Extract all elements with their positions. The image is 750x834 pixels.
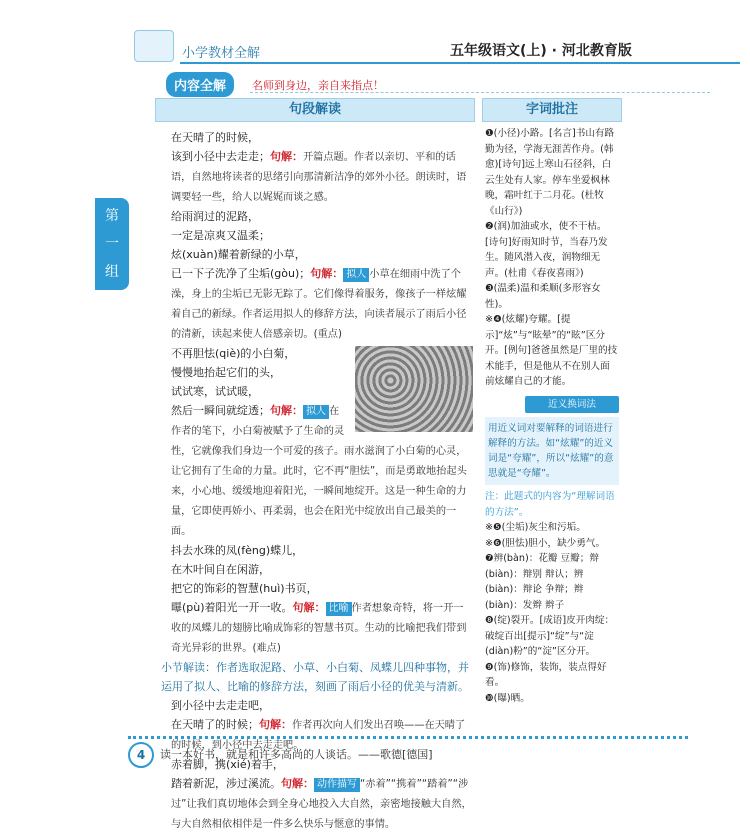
poem-line xyxy=(161,598,473,658)
poem-line xyxy=(161,264,473,344)
series-title: 小学教材全解 xyxy=(182,46,261,61)
footer-quote: 读一本好书，就是和许多高尚的人谈话。——歌德[德国] xyxy=(160,748,433,761)
vocab-notes xyxy=(482,122,622,706)
rhetoric-tag: 拟人 xyxy=(343,268,369,282)
vocab-note: ❽(绽)裂开。[成语]皮开肉绽：破绽百出[提示]“绽”与“淀(diàn)粉”的“淀”区分开。 xyxy=(485,615,615,657)
vocab-note: ❷(润)加油或水，使不干枯。[诗句]好雨知时节，当春乃发生。随风潜入夜，润物细无声。(杜甫《春夜喜雨》) xyxy=(485,221,608,279)
annotation-text: “赤着”“携着”“踏着”“涉过”让我们真切地体会到全身心地投入大自然，亲密地接触大自然，与大自然相依相伴是一件多么快乐与惬意的事情。 xyxy=(171,779,472,830)
unit-tab-char: 第 xyxy=(105,208,119,224)
vocab-note: ※❻(胆怯)胆小，缺少勇气。 xyxy=(485,537,606,549)
poem-verse-text: 抖去水珠的凤(fèng)蝶儿， xyxy=(171,544,304,557)
poem-line xyxy=(161,696,473,715)
section-tagline: 名师到身边，亲自来指点！ xyxy=(252,79,384,92)
poem-verse-text: 在天晴了的时候； xyxy=(171,718,259,731)
page-footer xyxy=(128,736,728,768)
poem-line xyxy=(161,207,473,226)
vocab-note: ❿(曝)晒。 xyxy=(485,692,530,704)
section-badge: 内容全解 xyxy=(166,72,234,97)
annotation-label: 句解： xyxy=(259,718,292,731)
footer-rule xyxy=(128,736,688,739)
poem-line xyxy=(161,541,473,560)
vocab-column xyxy=(482,98,622,738)
rhetoric-tag: 动作描写 xyxy=(314,778,360,792)
book-logo-icon xyxy=(134,30,174,62)
vocab-note: ※❺(尘垢)灰尘和污垢。 xyxy=(485,522,586,533)
poem-verse-text: 一定是凉爽又温柔； xyxy=(171,229,270,242)
annotation-text: 小草在细雨中洗了个澡，身上的尘垢已无影无踪了。它们像得着服务，像孩子一样炫耀着自己的新绿。作者运用拟人的修辞方法，向读者展示了雨后小径的清新，读起来使人倍感亲切。(重点) xyxy=(171,269,467,340)
annotation-text: 开篇点题。作者以亲切、平和的话语，自然地将读者的思绪引向那清新洁净的郊外小径。朗读时，语调要轻一些，给人以娓娓而谈之感。 xyxy=(171,152,467,203)
poem-verse-text: 不再胆怯(qiè)的小白菊， xyxy=(171,347,296,360)
annotation-label: 句解： xyxy=(292,601,326,614)
poem-verse-text: 然后一瞬间就绽透； xyxy=(171,404,270,417)
method-title: 近义换词法 xyxy=(525,396,619,414)
vocab-column-title: 字词批注 xyxy=(482,98,622,122)
section-summary: 小节解读：作者选取泥路、小草、小白菊、凤蝶儿四种事物，并运用了拟人、比喻的修辞方法，刻画了雨后小径的优美与清新。 xyxy=(161,661,469,693)
annotation-label: 句解： xyxy=(310,267,344,280)
poem-line xyxy=(161,579,473,598)
poem-verse-text: 到小径中去走走吧， xyxy=(171,699,270,712)
poem-body xyxy=(155,122,475,834)
rhetoric-tag: 拟人 xyxy=(303,405,329,419)
poem-verse-text: 曝(pù)着阳光一开一收。 xyxy=(171,601,293,614)
annotation-text: 作者再次向人们发出召唤——在天晴了的时候，到小径中去走走吧。 xyxy=(171,720,466,751)
poem-verse-text: 在木叶间自在闲游， xyxy=(171,563,270,576)
poem-verse-text: 赤着脚，携(xié)着手， xyxy=(171,758,284,771)
vocab-note: ❶(小径)小路。[名言]书山有路勤为径，学海无涯苦作舟。(韩愈)[诗句]远上寒山石径斜，白云生处有人家。停车坐爱枫林晚，霜叶红于二月花。(杜牧《山行》) xyxy=(485,128,615,217)
section-divider xyxy=(250,92,710,93)
poem-line xyxy=(161,774,473,834)
section-header xyxy=(150,70,710,96)
vocab-note: ※❹(炫耀)夸耀。[提示]“炫”与“眩晕”的“眩”区分开。[例句]爸爸虽然是厂里的技术能手，但是他从不在别人面前炫耀自己的才能。 xyxy=(485,314,618,387)
poem-verse-text: 慢慢地抬起它们的头， xyxy=(171,366,281,379)
poem-line xyxy=(161,147,473,207)
unit-tab-char: 组 xyxy=(105,264,119,280)
poem-line xyxy=(161,245,473,264)
page-number: 4 xyxy=(128,742,154,768)
unit-tab-char: 一 xyxy=(105,236,119,252)
annotation-text: 在作者的笔下，小白菊被赋予了生命的灵性，它就像我们身边一个可爱的孩子。雨水滋润了小白菊的心灵，让它拥有了生命的力量。此时，它不再“胆怯”，而是勇敢地抬起头来，小心地、缓缓地迎着阳光，一瞬间地绽开。这是一种生命的力量，它即使再娇小、再柔弱，也会在阳光中绽放出自己最美的一面。 xyxy=(171,406,467,537)
method-note: 注：此题式的内容为“理解词语的方法”。 xyxy=(485,491,615,518)
annotation-label: 句解： xyxy=(270,404,303,417)
vocab-note: ❼辨(bàn)：花瓣 豆瓣；辩(biàn)：辩别 辩认；辨(biàn)：辩论 争辩；辫(biàn)：发辫 辫子 xyxy=(485,553,599,611)
daisy-photo xyxy=(355,346,473,432)
poem-verse-text: 试试寒，试试暖， xyxy=(171,385,259,398)
header-rule xyxy=(180,62,740,64)
poem-verse-text: 把它的饰彩的智慧(huì)书页， xyxy=(171,582,318,595)
vocab-note: ❸(温柔)温和柔顺(多形容女性)。 xyxy=(485,283,601,310)
poem-verse-text: 给雨润过的泥路， xyxy=(171,210,259,223)
method-text: 用近义词对要解释的词语进行解释的方法。如“炫耀”的近义词是“夸耀”，所以“炫耀”的意思就是“夸耀”。 xyxy=(485,417,619,485)
poem-line xyxy=(161,128,473,147)
annotation-label: 句解： xyxy=(281,777,314,790)
reading-column-title: 句段解读 xyxy=(155,98,475,122)
annotation-label: 句解： xyxy=(270,150,303,163)
page-header xyxy=(120,28,720,66)
poem-verse-text: 在天晴了的时候， xyxy=(171,131,259,144)
poem-verse-text: 已一下子洗净了尘垢(gòu)； xyxy=(171,267,311,280)
annotation-text: 作者想象奇特，将一开一收的凤蝶儿的翅膀比喻成饰彩的智慧书页。生动的比喻把我们带到奇光异彩的世界。(难点) xyxy=(171,603,467,654)
book-title: 五年级语文(上) · 河北教育版 xyxy=(450,43,632,59)
poem-line xyxy=(161,560,473,579)
unit-tab xyxy=(95,198,129,290)
poem-line xyxy=(161,226,473,245)
vocab-note: ❾(饰)修饰，装饰，装点得好看。 xyxy=(485,661,607,688)
rhetoric-tag: 比喻 xyxy=(326,602,352,616)
poem-verse-text: 踏着新泥，涉过溪流。 xyxy=(171,777,281,790)
poem-verse-text: 炫(xuàn)耀着新绿的小草， xyxy=(171,248,306,261)
poem-verse-text: 该到小径中去走走； xyxy=(171,150,270,163)
